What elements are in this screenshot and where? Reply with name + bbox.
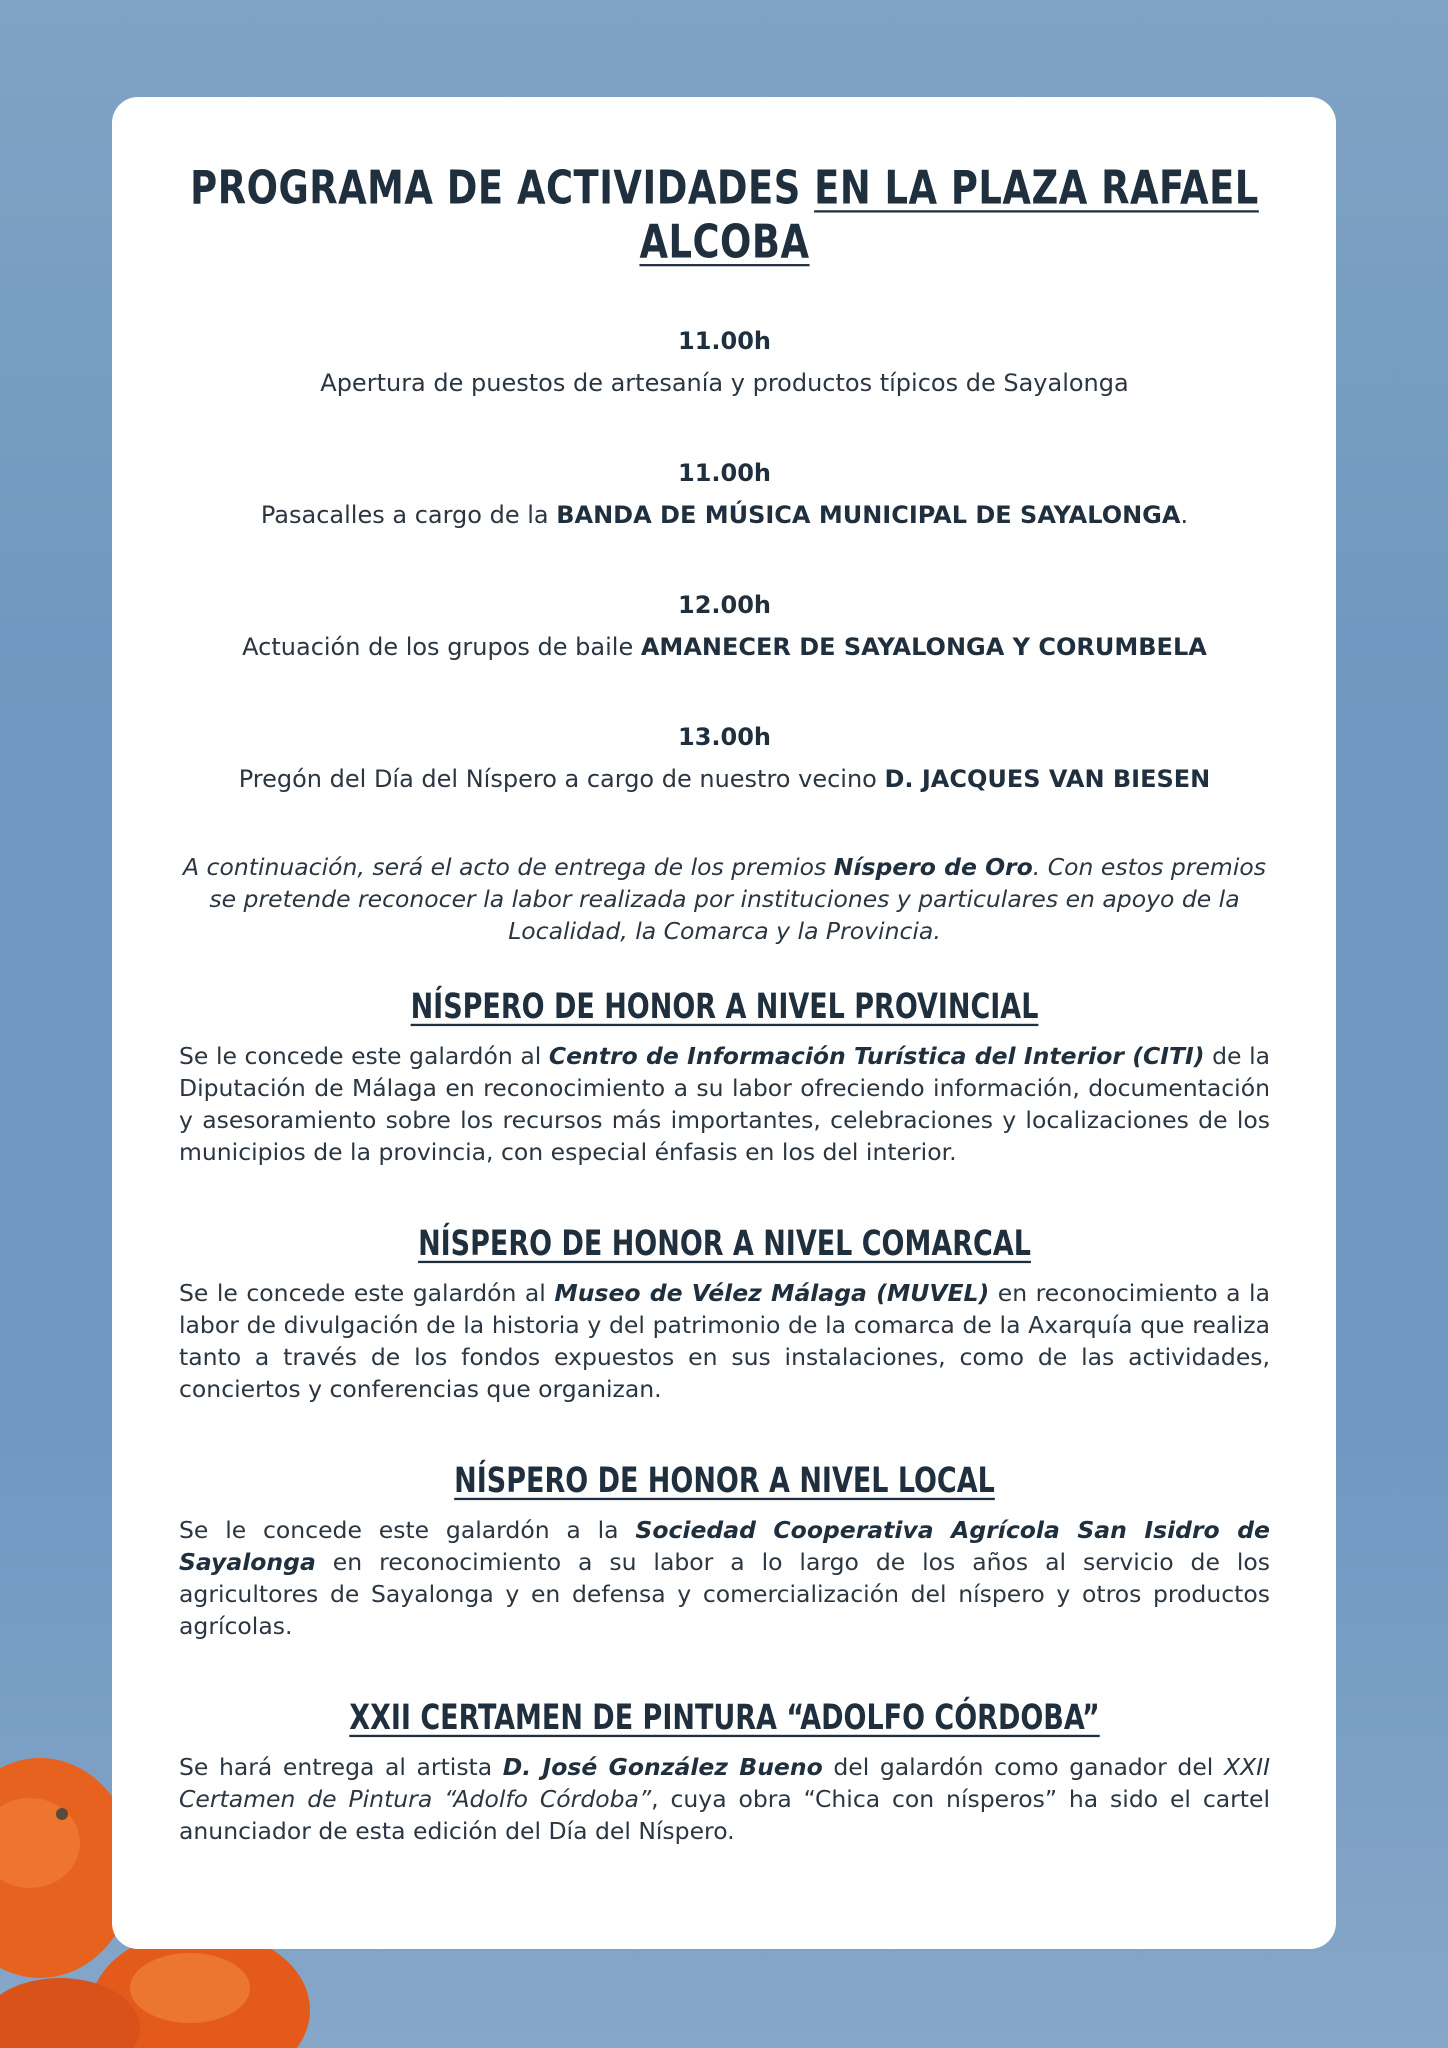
award-section-painting-contest	[179, 1698, 1270, 1847]
award-section-comarcal	[179, 1224, 1270, 1405]
schedule-item	[179, 723, 1270, 793]
section-text: Se le concede este galardón al Museo de Vélez Málaga (MUVEL) en reconocimiento a la labor de divulgación de la historia y del patrimonio de la comarca de la Axarquía que realiza tanto a través de los fondos expuestos en sus instalaciones, como de las actividades, conciertos y conferencias que organizan.	[179, 1279, 1270, 1403]
awards-intro: A continuación, será el acto de entrega de los premios Níspero de Oro. Con estos premios se pretende reconocer la labor realizada por instituciones y particulares en apoyo de la Localidad, la Comarca y la Provincia.	[183, 853, 1266, 945]
page-title	[179, 161, 1270, 269]
title-underlined-text: EN LA PLAZA RAFAEL ALCOBA	[639, 161, 1259, 269]
schedule-activity: Pasacalles a cargo de la BANDA DE MÚSICA MUNICIPAL DE SAYALONGA.	[260, 501, 1189, 529]
schedule-item	[179, 327, 1270, 397]
schedule-time: 13.00h	[678, 723, 771, 751]
schedule-time: 11.00h	[678, 459, 771, 487]
schedule-activity: Apertura de puestos de artesanía y productos típicos de Sayalonga	[320, 369, 1129, 397]
program-card	[112, 97, 1336, 1949]
section-title: NÍSPERO DE HONOR A NIVEL COMARCAL	[418, 1224, 1031, 1265]
schedule-activity: Actuación de los grupos de baile AMANECER DE SAYALONGA Y CORUMBELA	[242, 633, 1207, 661]
section-text: Se le concede este galardón a la Sociedad Cooperativa Agrícola San Isidro de Sayalonga en reconocimiento a su labor a lo largo de los años al servicio de los agricultores de Sayalonga y en defensa y comercialización del níspero y otros productos agrícolas.	[179, 1516, 1270, 1640]
section-title: XXII CERTAMEN DE PINTURA “ADOLFO CÓRDOBA”	[349, 1698, 1100, 1739]
schedule-time: 12.00h	[678, 591, 771, 619]
schedule-item	[179, 591, 1270, 661]
schedule-item	[179, 459, 1270, 529]
section-text: Se hará entrega al artista D. José González Bueno del galardón como ganador del XXII Certamen de Pintura “Adolfo Córdoba”, cuya obra “Chica con nísperos” ha sido el cartel anunciador de esta edición del Día del Níspero.	[179, 1753, 1270, 1845]
schedule-activity: Pregón del Día del Níspero a cargo de nuestro vecino D. JACQUES VAN BIESEN	[238, 765, 1211, 793]
section-title: NÍSPERO DE HONOR A NIVEL PROVINCIAL	[410, 987, 1039, 1028]
award-section-provincial	[179, 987, 1270, 1168]
title-text: PROGRAMA DE ACTIVIDADES	[190, 161, 815, 215]
schedule-time: 11.00h	[678, 327, 771, 355]
section-title: NÍSPERO DE HONOR A NIVEL LOCAL	[454, 1461, 995, 1502]
section-text: Se le concede este galardón al Centro de Información Turística del Interior (CITI) de la Diputación de Málaga en reconocimiento a su labor ofreciendo información, documentación y asesoramiento sobre los recursos más importantes, celebraciones y localizaciones de los municipios de la provincia, con especial énfasis en los del interior.	[179, 1042, 1270, 1166]
award-section-local	[179, 1461, 1270, 1642]
